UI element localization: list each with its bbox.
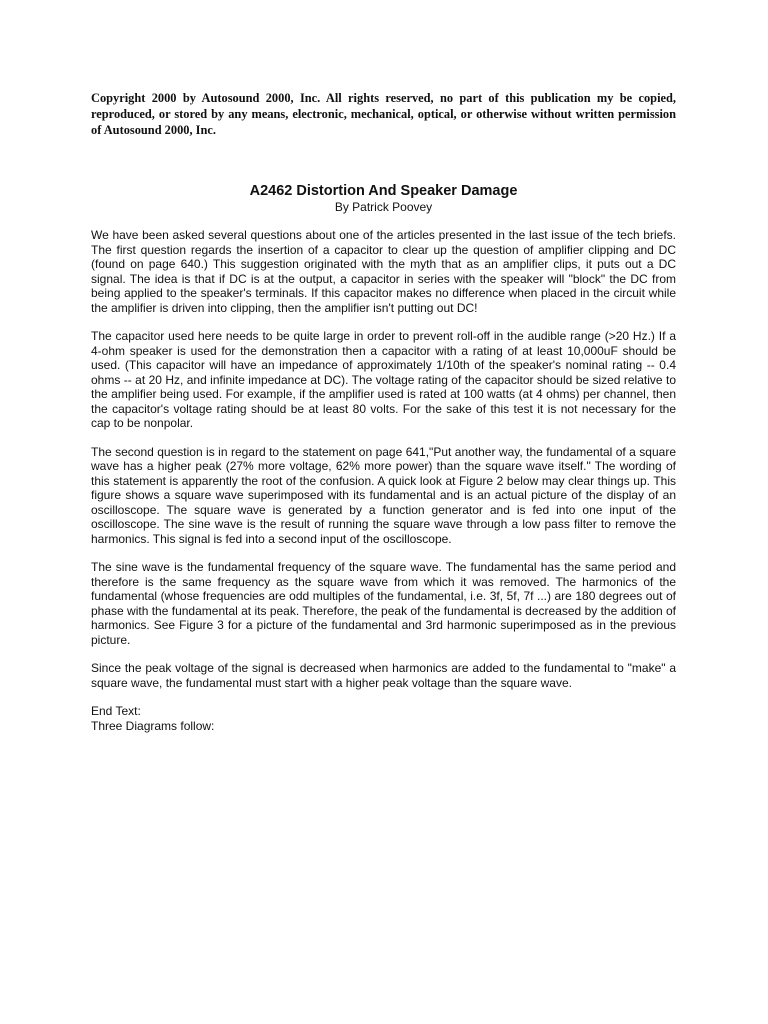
diagrams-note: Three Diagrams follow: xyxy=(91,718,215,733)
document-page xyxy=(91,90,676,733)
paragraph-1: We have been asked several questions about one of the articles presented in the last issue of the tech briefs. The first question regards the insertion of a capacitor to clear up the question of amplifier clipping and DC (found on page 640.) This suggestion originated with the myth that as an amplifier clips, it puts out a DC signal. The idea is that if DC is at the output, a capacitor in series with the speaker will "block" the DC from being applied to the speaker's terminals. If this capacitor makes no difference when placed in the circuit while the amplifier is driven into clipping, then the amplifier isn't putting out DC! xyxy=(91,228,676,315)
paragraph-3: The second question is in regard to the statement on page 641,"Put another way, the fundamental of a square wave has a higher peak (27% more voltage, 62% more power) than the square wave itself." The wording of this statement is apparently the root of the confusion. A quick look at Figure 2 below may clear things up. This figure shows a square wave superimposed with its fundamental and is an actual picture of the display of an oscilloscope. The square wave is generated by a function generator and is fed into one input of the oscilloscope. The sine wave is the result of running the square wave through a low pass filter to remove the harmonics. This signal is fed into a second input of the oscilloscope. xyxy=(91,444,676,546)
paragraph-4: The sine wave is the fundamental frequency of the square wave. The fundamental has the same period and therefore is the same frequency as the square wave from which it was removed. The harmonics of the fundamental (whose frequencies are odd multiples of the fundamental, i.e. 3f, 5f, 7f ...) are 180 degrees out of phase with the fundamental at its peak. Therefore, the peak of the fundamental is decreased by the addition of harmonics. See Figure 3 for a picture of the fundamental and 3rd harmonic superimposed as in the previous picture. xyxy=(91,560,676,647)
paragraph-5: Since the peak voltage of the signal is decreased when harmonics are added to the fundamental to "make" a square wave, the fundamental must start with a higher peak voltage than the square wave. xyxy=(91,661,676,690)
article-byline: By Patrick Poovey xyxy=(334,200,433,214)
article-title: A2462 Distortion And Speaker Damage xyxy=(249,183,518,199)
paragraph-2: The capacitor used here needs to be quite large in order to prevent roll-off in the audible range (>20 Hz.) If a 4-ohm speaker is used for the demonstration then a capacitor with a rating of at least 10,000uF should be used. (This capacitor will have an impedance of approximately 1/10th of the speaker's nominal rating -- 0.4 ohms -- at 20 Hz, and infinite impedance at DC). The voltage rating of the capacitor should be sized relative to the amplifier being used. For example, if the amplifier used is rated at 100 watts (at 4 ohms) per channel, then the capacitor's voltage rating should be at least 80 volts. For the sake of this test it is not necessary for the cap to be nonpolar. xyxy=(91,329,676,430)
copyright-notice: Copyright 2000 by Autosound 2000, Inc. All rights reserved, no part of this publication my be copied, reproduced, or stored by any means, electronic, mechanical, optical, or otherwise without written permission of Autosound 2000, Inc. xyxy=(91,91,676,137)
end-section xyxy=(91,704,676,733)
end-text-label: End Text: xyxy=(91,704,141,718)
